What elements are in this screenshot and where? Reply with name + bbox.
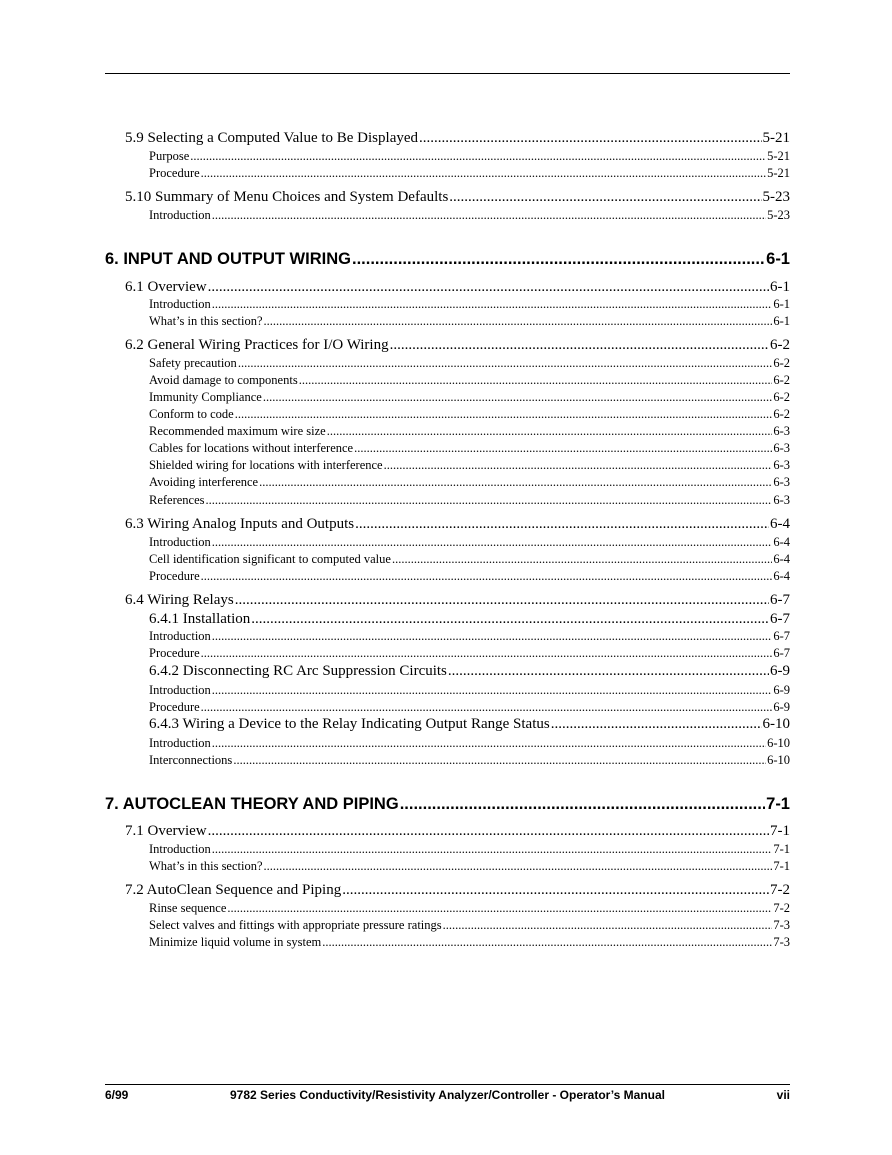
- toc-item-title: Introduction: [149, 629, 211, 643]
- toc-section[interactable]: [125, 823, 790, 840]
- header-rule: [105, 73, 790, 74]
- toc-item-page-number: 7-3: [773, 935, 790, 949]
- dot-leader: [235, 592, 769, 609]
- toc-section[interactable]: [125, 337, 790, 354]
- toc-item[interactable]: [149, 629, 790, 644]
- dot-leader: [212, 535, 773, 550]
- toc-item-page-number: 6-4: [773, 535, 790, 549]
- toc-item[interactable]: [149, 475, 790, 490]
- toc-item[interactable]: [149, 552, 790, 567]
- toc-section-page-number: 7-1: [770, 823, 790, 839]
- dot-leader: [208, 823, 769, 840]
- toc-item-title: Safety precaution: [149, 356, 237, 370]
- dot-leader: [212, 683, 773, 698]
- toc-item[interactable]: [149, 208, 790, 223]
- toc-item[interactable]: [149, 407, 790, 422]
- toc-item-page-number: 6-7: [773, 646, 790, 660]
- toc-section[interactable]: [125, 882, 790, 899]
- toc-item-title: Avoid damage to components: [149, 373, 298, 387]
- toc-item-title: Interconnections: [149, 753, 233, 767]
- toc-subsection[interactable]: [149, 611, 790, 628]
- toc-item-title: Procedure: [149, 166, 200, 180]
- dot-leader: [201, 700, 773, 715]
- toc-section-page-number: 6-7: [770, 592, 790, 608]
- dot-leader: [419, 130, 761, 147]
- dot-leader: [212, 208, 766, 223]
- toc-item-title: Procedure: [149, 700, 200, 714]
- toc-item-title: Recommended maximum wire size: [149, 424, 326, 438]
- toc-item[interactable]: [149, 166, 790, 181]
- toc-item-title: Introduction: [149, 208, 211, 222]
- toc-item-page-number: 7-2: [773, 901, 790, 915]
- toc-item-page-number: 5-23: [767, 208, 790, 222]
- toc-item-title: Cables for locations without interference: [149, 441, 354, 455]
- dot-leader: [201, 569, 773, 584]
- dot-leader: [443, 918, 773, 933]
- toc-item-page-number: 5-21: [767, 166, 790, 180]
- dot-leader: [299, 373, 773, 388]
- toc-item-page-number: 7-1: [773, 859, 790, 873]
- page-footer: [105, 1088, 790, 1106]
- toc-section[interactable]: [125, 279, 790, 296]
- toc-section-page-number: 5-21: [762, 130, 790, 146]
- toc-item-title: Rinse sequence: [149, 901, 227, 915]
- dot-leader: [238, 356, 773, 371]
- toc-item-title: Select valves and fittings with appropriate pressure ratings: [149, 918, 442, 932]
- dot-leader: [449, 189, 761, 206]
- toc-section-title: 6.2 General Wiring Practices for I/O Wiring: [125, 337, 389, 353]
- toc-item[interactable]: [149, 935, 790, 950]
- toc-section-page-number: 6-1: [770, 279, 790, 295]
- toc-item-page-number: 6-2: [773, 407, 790, 421]
- toc-subsection-title: 6.4.2 Disconnecting RC Arc Suppression Circuits: [149, 663, 447, 679]
- dot-leader: [322, 935, 772, 950]
- toc-item[interactable]: [149, 441, 790, 456]
- toc-section-page-number: 7-2: [770, 882, 790, 898]
- toc-section-title: 7.1 Overview: [125, 823, 207, 839]
- toc-item[interactable]: [149, 901, 790, 916]
- dot-leader: [235, 407, 773, 422]
- toc-item-page-number: 6-10: [767, 736, 790, 750]
- toc-item[interactable]: [149, 736, 790, 751]
- toc-section-page-number: 5-23: [762, 189, 790, 205]
- toc-section-title: 5.10 Summary of Menu Choices and System Defaults: [125, 189, 449, 205]
- toc-chapter-title: 7. AUTOCLEAN THEORY AND PIPING: [105, 795, 399, 813]
- dot-leader: [342, 882, 769, 899]
- dot-leader: [233, 753, 766, 768]
- toc-chapter[interactable]: [105, 795, 790, 814]
- toc-section[interactable]: [125, 516, 790, 533]
- toc-section-title: 7.2 AutoClean Sequence and Piping: [125, 882, 342, 898]
- footer-date: 6/99: [105, 1088, 129, 1102]
- footer-page-number: vii: [776, 1088, 790, 1102]
- toc-item[interactable]: [149, 842, 790, 857]
- toc-subsection-page-number: 6-9: [770, 663, 790, 679]
- toc-subsection-title: 6.4.1 Installation: [149, 611, 251, 627]
- toc-item-page-number: 6-2: [773, 390, 790, 404]
- toc-item-page-number: 6-9: [773, 683, 790, 697]
- dot-leader: [208, 279, 769, 296]
- dot-leader: [190, 149, 766, 164]
- toc-item-page-number: 6-10: [767, 753, 790, 767]
- dot-leader: [227, 901, 772, 916]
- toc-item-page-number: 6-3: [773, 458, 790, 472]
- dot-leader: [251, 611, 769, 628]
- toc-item-page-number: 7-3: [773, 918, 790, 932]
- toc-item-page-number: 6-1: [773, 314, 790, 328]
- toc-item-page-number: 7-1: [773, 842, 790, 856]
- toc-subsection-page-number: 6-7: [770, 611, 790, 627]
- toc-item[interactable]: [149, 314, 790, 329]
- toc-item[interactable]: [149, 424, 790, 439]
- dot-leader: [264, 314, 773, 329]
- toc-section-title: 5.9 Selecting a Computed Value to Be Displayed: [125, 130, 419, 146]
- toc-item[interactable]: [149, 683, 790, 698]
- toc-item-title: What’s in this section?: [149, 314, 263, 328]
- dot-leader: [354, 441, 772, 456]
- toc-item-title: References: [149, 493, 205, 507]
- toc-item-page-number: 6-3: [773, 493, 790, 507]
- toc-item-page-number: 6-4: [773, 552, 790, 566]
- toc-item-title: Introduction: [149, 842, 211, 856]
- toc-item-title: Shielded wiring for locations with interference: [149, 458, 383, 472]
- toc-item-title: Purpose: [149, 149, 190, 163]
- dot-leader: [448, 663, 769, 680]
- dot-leader: [355, 516, 769, 533]
- toc-item-title: Procedure: [149, 569, 200, 583]
- toc-subsection-title: 6.4.3 Wiring a Device to the Relay Indicating Output Range Status: [149, 716, 550, 732]
- toc-item-title: Avoiding interference: [149, 475, 259, 489]
- dot-leader: [212, 842, 773, 857]
- toc-section-title: 6.1 Overview: [125, 279, 207, 295]
- toc-item[interactable]: [149, 535, 790, 550]
- dot-leader: [352, 250, 765, 269]
- toc-item-page-number: 6-4: [773, 569, 790, 583]
- toc-item-title: Cell identification significant to computed value: [149, 552, 391, 566]
- footer-title: 9782 Series Conductivity/Resistivity Analyzer/Controller - Operator’s Manual: [229, 1088, 666, 1102]
- toc-subsection[interactable]: [149, 663, 790, 680]
- toc-item[interactable]: [149, 493, 790, 508]
- toc-item-title: Introduction: [149, 683, 211, 697]
- toc-item-title: Introduction: [149, 736, 211, 750]
- dot-leader: [551, 716, 762, 733]
- dot-leader: [201, 166, 766, 181]
- dot-leader: [212, 736, 766, 751]
- toc-chapter[interactable]: [105, 250, 790, 269]
- toc-item-title: Conform to code: [149, 407, 234, 421]
- toc-item-page-number: 6-3: [773, 475, 790, 489]
- toc-item[interactable]: [149, 753, 790, 768]
- toc-section-page-number: 6-2: [770, 337, 790, 353]
- toc-section-page-number: 6-4: [770, 516, 790, 532]
- toc-item-page-number: 6-2: [773, 356, 790, 370]
- dot-leader: [263, 390, 772, 405]
- toc-subsection[interactable]: [149, 716, 790, 733]
- toc-item[interactable]: [149, 356, 790, 371]
- dot-leader: [392, 552, 772, 567]
- dot-leader: [259, 475, 772, 490]
- toc-chapter-title: 6. INPUT AND OUTPUT WIRING: [105, 250, 351, 268]
- toc-item[interactable]: [149, 458, 790, 473]
- dot-leader: [212, 297, 773, 312]
- toc-item-page-number: 6-7: [773, 629, 790, 643]
- toc-item-page-number: 5-21: [767, 149, 790, 163]
- toc-item[interactable]: [149, 390, 790, 405]
- dot-leader: [327, 424, 773, 439]
- toc-item-title: Procedure: [149, 646, 200, 660]
- dot-leader: [206, 493, 773, 508]
- dot-leader: [400, 795, 765, 814]
- dot-leader: [390, 337, 769, 354]
- toc-item[interactable]: [149, 859, 790, 874]
- toc-chapter-page-number: 7-1: [766, 795, 790, 813]
- toc-item-title: What’s in this section?: [149, 859, 263, 873]
- toc-item-title: Minimize liquid volume in system: [149, 935, 322, 949]
- toc-section[interactable]: [125, 189, 790, 206]
- toc-section[interactable]: [125, 130, 790, 147]
- toc-item-page-number: 6-2: [773, 373, 790, 387]
- toc-item-title: Introduction: [149, 297, 211, 311]
- dot-leader: [201, 646, 773, 661]
- toc-item-page-number: 6-3: [773, 424, 790, 438]
- dot-leader: [212, 629, 773, 644]
- toc-item-page-number: 6-9: [773, 700, 790, 714]
- toc-item[interactable]: [149, 297, 790, 312]
- toc-section-title: 6.4 Wiring Relays: [125, 592, 234, 608]
- toc-item-page-number: 6-3: [773, 441, 790, 455]
- toc-item-title: Immunity Compliance: [149, 390, 262, 404]
- toc-subsection-page-number: 6-10: [762, 716, 790, 732]
- toc-item-title: Introduction: [149, 535, 211, 549]
- footer-rule: [105, 1084, 790, 1085]
- toc-item[interactable]: [149, 918, 790, 933]
- toc-section[interactable]: [125, 592, 790, 609]
- toc-item-page-number: 6-1: [773, 297, 790, 311]
- toc-item[interactable]: [149, 569, 790, 584]
- toc-chapter-page-number: 6-1: [766, 250, 790, 268]
- toc-item[interactable]: [149, 646, 790, 661]
- toc-section-title: 6.3 Wiring Analog Inputs and Outputs: [125, 516, 355, 532]
- toc-item[interactable]: [149, 149, 790, 164]
- dot-leader: [264, 859, 773, 874]
- dot-leader: [384, 458, 773, 473]
- toc-item[interactable]: [149, 700, 790, 715]
- toc-item[interactable]: [149, 373, 790, 388]
